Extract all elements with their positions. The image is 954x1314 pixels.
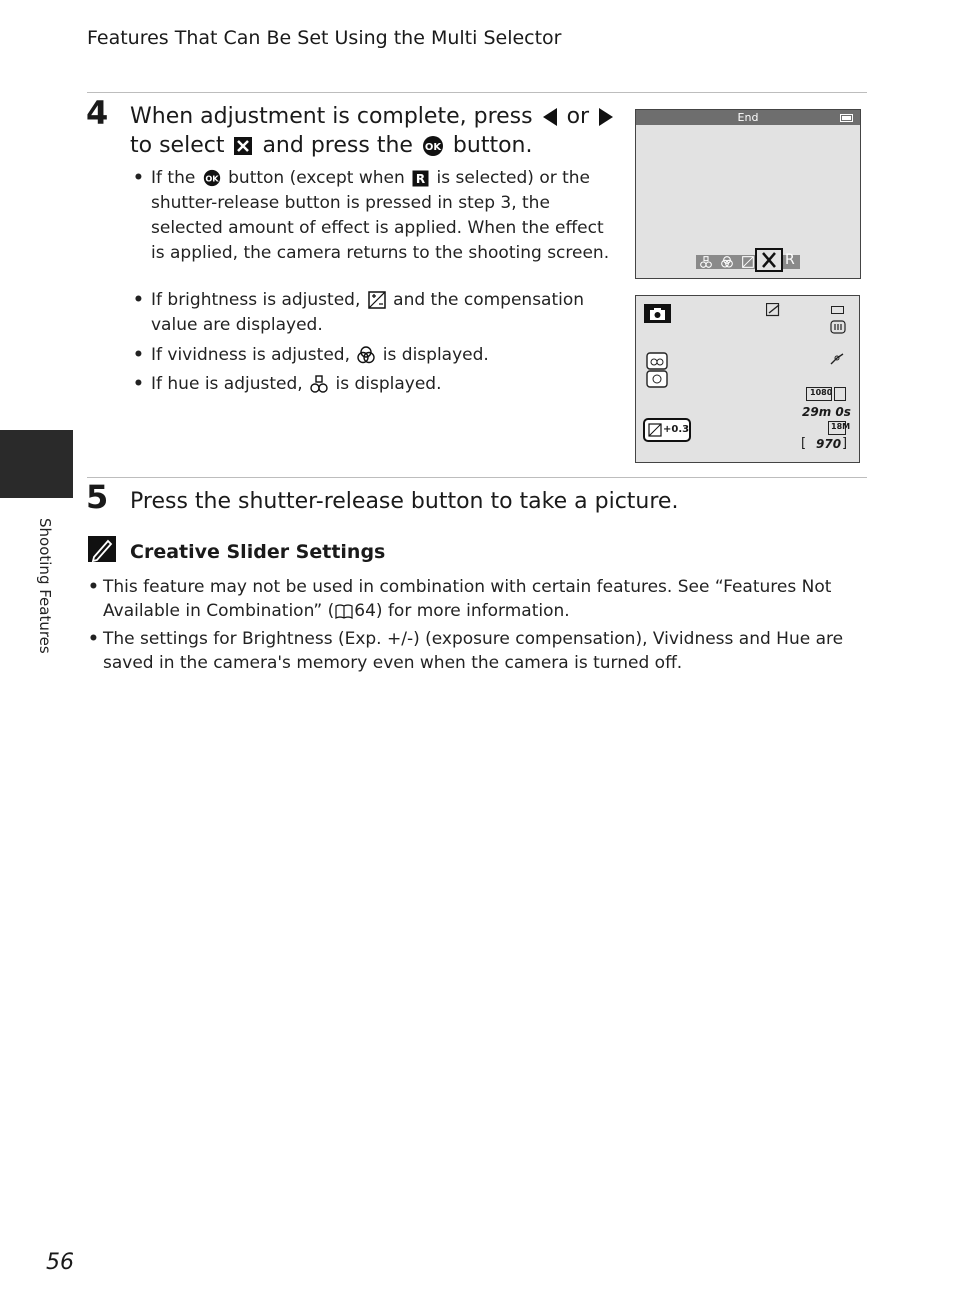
bracket-right: ]	[842, 436, 848, 451]
bullet-text: is displayed.	[382, 345, 489, 365]
camera-mode-icon	[644, 304, 671, 323]
step-number-5: 5	[86, 478, 109, 516]
hue-setting-icon	[646, 352, 668, 370]
battery-icon	[840, 114, 854, 122]
ok-button-icon	[422, 135, 444, 157]
note-pencil-icon	[88, 536, 116, 562]
ok-button-icon	[203, 169, 221, 187]
screen-top-bar: End	[636, 110, 860, 125]
bullet-text: 64) for more information.	[354, 601, 570, 621]
bullet-text: If vividness is adjusted,	[151, 345, 350, 365]
chapter-label: Shooting Features	[36, 518, 54, 654]
hd-icon	[834, 387, 846, 401]
bullet-text: is displayed.	[335, 374, 442, 394]
camera-screen-shooting	[635, 295, 860, 463]
note-title: Creative Slider Settings	[130, 541, 386, 563]
step-4-bullet	[133, 166, 611, 266]
image-size-label: 18M	[831, 422, 851, 431]
bullet-text: The settings for Brightness (Exp. +/-) (exposure compensation), Vividness and Hue are saved in the camera's memory even when the camera is turned off.	[103, 629, 844, 673]
vr-icon	[830, 320, 846, 334]
section-divider	[87, 477, 867, 478]
chapter-tab	[0, 430, 73, 498]
step-4-title-part: and press the	[262, 133, 413, 158]
step-4-title-part: to select	[130, 133, 225, 158]
bullet-dot: •	[88, 577, 99, 597]
step-4-bullet	[133, 288, 611, 338]
right-arrow-icon	[598, 107, 614, 127]
exposures-remaining: 970	[816, 437, 842, 451]
close-box-icon	[233, 136, 253, 156]
running-header: Features That Can Be Set Using the Multi Selector	[87, 27, 562, 49]
battery-icon	[831, 306, 845, 314]
header-divider	[87, 92, 867, 93]
camera-screen-slider	[635, 109, 861, 279]
creative-slider-icon	[766, 303, 782, 317]
step-4-title	[130, 102, 620, 160]
bullet-text: If brightness is adjusted,	[151, 290, 361, 310]
page-number: 56	[46, 1250, 74, 1275]
hue-icon	[310, 375, 328, 393]
bracket-left: [	[801, 436, 807, 451]
svg-text:R: R	[416, 171, 426, 186]
bullet-text: This feature may not be used in combination with certain features. See “Features Not Available in Combination” (	[103, 577, 832, 621]
step-4-title-part: button.	[452, 133, 533, 158]
step-4-bullet	[133, 372, 611, 397]
vividness-icon	[721, 256, 733, 268]
bullet-dot: •	[133, 345, 144, 365]
bullet-dot: •	[133, 168, 144, 188]
hue-icon	[700, 256, 712, 268]
step-4-title-part: or	[566, 104, 590, 129]
exposure-compensation-icon	[368, 291, 386, 309]
reset-r-label: R	[785, 252, 795, 268]
step-4-bullet	[133, 343, 611, 368]
left-arrow-icon	[542, 107, 558, 127]
step-4-title-part: When adjustment is complete, press	[130, 104, 533, 129]
motion-detection-icon	[829, 352, 845, 366]
svg-text:OK: OK	[205, 173, 219, 184]
movie-resolution-label: 1080	[810, 388, 833, 397]
vividness-setting-icon	[646, 370, 668, 388]
step-5-title: Press the shutter-release button to take a picture.	[130, 489, 679, 514]
note-bullet	[88, 627, 868, 675]
bullet-text: If the	[151, 168, 196, 188]
bullet-dot: •	[133, 290, 144, 310]
svg-text:OK: OK	[424, 142, 442, 153]
bullet-dot: •	[133, 374, 144, 394]
note-bullet	[88, 575, 868, 623]
bullet-text: is selected) or the shutter-release button is pressed in step 3, the selected amount of effect is applied. When the effect is applied, the camera returns to the shooting screen.	[151, 168, 610, 263]
bullet-dot: •	[88, 629, 99, 649]
reset-r-icon	[412, 170, 429, 187]
exposure-value-label: +0.3	[663, 424, 690, 435]
vividness-icon	[357, 346, 375, 364]
bullet-text: and the compensation value are displayed.	[151, 290, 585, 335]
step-number-4: 4	[86, 94, 109, 132]
close-selected-icon	[755, 248, 783, 272]
book-reference-icon	[335, 604, 353, 619]
movie-time-remaining: 29m 0s	[802, 405, 851, 419]
exposure-compensation-icon	[742, 256, 754, 268]
bullet-text: If hue is adjusted,	[151, 374, 303, 394]
bullet-text: button (except when	[228, 168, 405, 188]
